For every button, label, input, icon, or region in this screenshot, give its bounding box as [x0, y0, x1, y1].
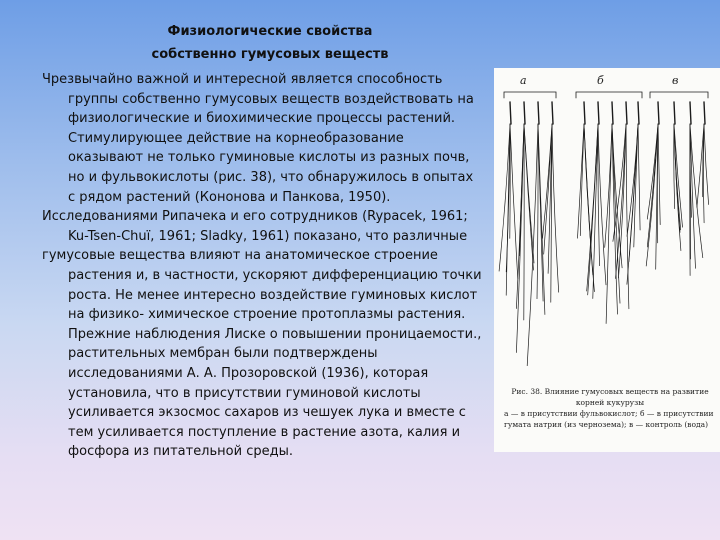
seedling-stem [674, 102, 675, 124]
seedling-stem [552, 102, 553, 124]
group-label-c: в [672, 74, 679, 87]
slide-title [120, 20, 420, 66]
seedling-stem [658, 102, 659, 124]
body-paragraph-1: Чрезвычайно важной и интересной является способность группы собственно гумусовых веществ воздействовать на физиологические и биохимические процессы растений. Стимулирующее действие на корнеобразование оказывают не только гуминовые кислоты из разных почв, но и фульвокислоты (рис. 38), что обнаружилось в опытах с рядом растений (Кононова и Панкова, 1950). [42, 72, 474, 205]
seedling-stem [690, 102, 691, 124]
seedling-stem [612, 102, 613, 124]
figure-caption-legend: а — в присутствии фульвокислот; б — в присутствии гумата натрия (из чернозема); в — контроль (вода) [504, 409, 714, 429]
root-strand [658, 124, 660, 225]
body-paragraph-2: Исследованиями Рипачека и его сотрудников (Rypacek, 1961; Ku-Tsen-Chuï, 1961; Sladky, 1961) показано, что различные [42, 209, 468, 244]
root-strand [690, 124, 703, 258]
seedling-stem [510, 102, 511, 124]
group-bracket [576, 92, 642, 98]
root-strand [510, 124, 518, 279]
seedling-stem [598, 102, 599, 124]
seedling-stem [584, 102, 585, 124]
figure-caption [504, 386, 716, 430]
seedling-stem [638, 102, 639, 124]
root-strand [612, 124, 618, 314]
roots-illustration [494, 68, 720, 378]
root-strand [506, 124, 510, 295]
seedling-stem [524, 102, 525, 124]
root-strand [552, 124, 559, 292]
slide-body [42, 70, 482, 462]
root-strand [627, 124, 638, 284]
root-strand [538, 124, 545, 315]
root-strand [657, 124, 658, 243]
group-bracket [650, 92, 708, 98]
root-strand [584, 124, 593, 275]
group-label-a: а [520, 74, 527, 87]
root-strand [605, 124, 612, 247]
root-strand [704, 124, 709, 205]
body-paragraph-3: гумусовые вещества влияют на анатомическое строение растения и, в частности, ускоряют дифференциацию точки роста. Не менее интересно воздействие гуминовых кислот на физико- химическое строение протоплазмы растения. Прежние наблюдения Лиске о повышении проницаемости., растительных мембран были подтверждены исследованиями А. А. Прозоровской (1936), которая установила, что в присутствии гуминовой кислоты усиливается экзосмос сахаров из чешуек лука и вместе с тем усиливается поступление в растение азота, калия и фосфора из питательной среды. [42, 248, 482, 460]
seedling-stem [538, 102, 539, 124]
root-growth-figure [494, 68, 720, 452]
seedling-stem [704, 102, 705, 124]
slide-title-line-1: Физиологические свойства [167, 24, 373, 39]
seedling-stem [626, 102, 627, 124]
root-strand [638, 124, 640, 230]
slide-title-line-2: собственно гумусовых веществ [151, 47, 389, 62]
root-strand [593, 124, 598, 299]
group-label-b: б [597, 74, 604, 87]
group-bracket [504, 92, 556, 98]
figure-caption-title: Рис. 38. Влияние гумусовых веществ на развитие корней кукурузы [511, 387, 709, 407]
